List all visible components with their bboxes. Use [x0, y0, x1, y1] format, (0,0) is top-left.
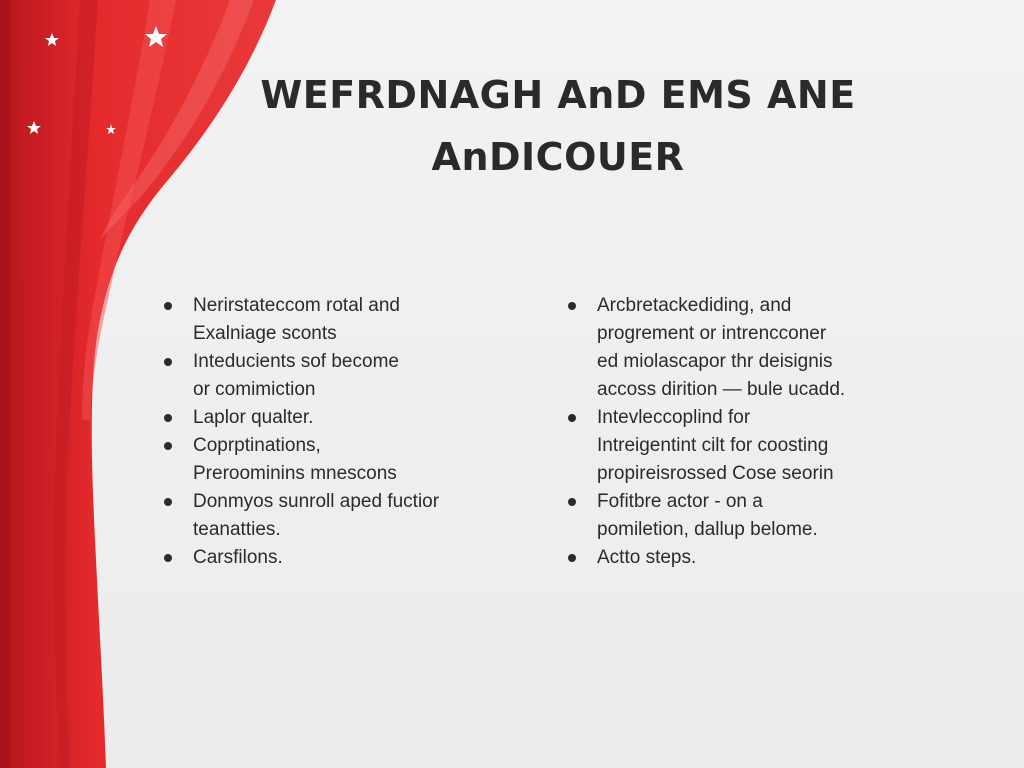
title-line-1: WEFRDNAGH AnD EMS ANE: [260, 73, 856, 117]
title-line-2: AnDICOUER: [431, 135, 685, 179]
bullet-item: Intevleccoplind for Intreigentint cilt for coosting propireisrossed Cose seorin: [568, 404, 898, 488]
right-bullet-list: [568, 292, 898, 572]
bullet-item: Nerirstateccom rotal and Exalniage sconts: [164, 292, 504, 348]
bullet-item: Laplor qualter.: [164, 404, 504, 432]
curtain-shadow-edge: [0, 0, 10, 768]
bullet-item: Donmyos sunroll aped fuctior teanatties.: [164, 488, 504, 544]
bullet-item: Fofitbre actor - on a pomiletion, dallup belome.: [568, 488, 898, 544]
bullet-item: Carsfilons.: [164, 544, 504, 572]
bullet-item: Inteducients sof become or comimiction: [164, 348, 504, 404]
bullet-item: Arcbretackediding, and progrement or intrencconer ed miolascapor thr deisignis accoss dirition — bule ucadd.: [568, 292, 898, 404]
slide-title: [220, 64, 896, 188]
bullet-item: Actto steps.: [568, 544, 898, 572]
bullet-item: Coprptinations, Preroominins mnescons: [164, 432, 504, 488]
left-bullet-list: [164, 292, 504, 572]
